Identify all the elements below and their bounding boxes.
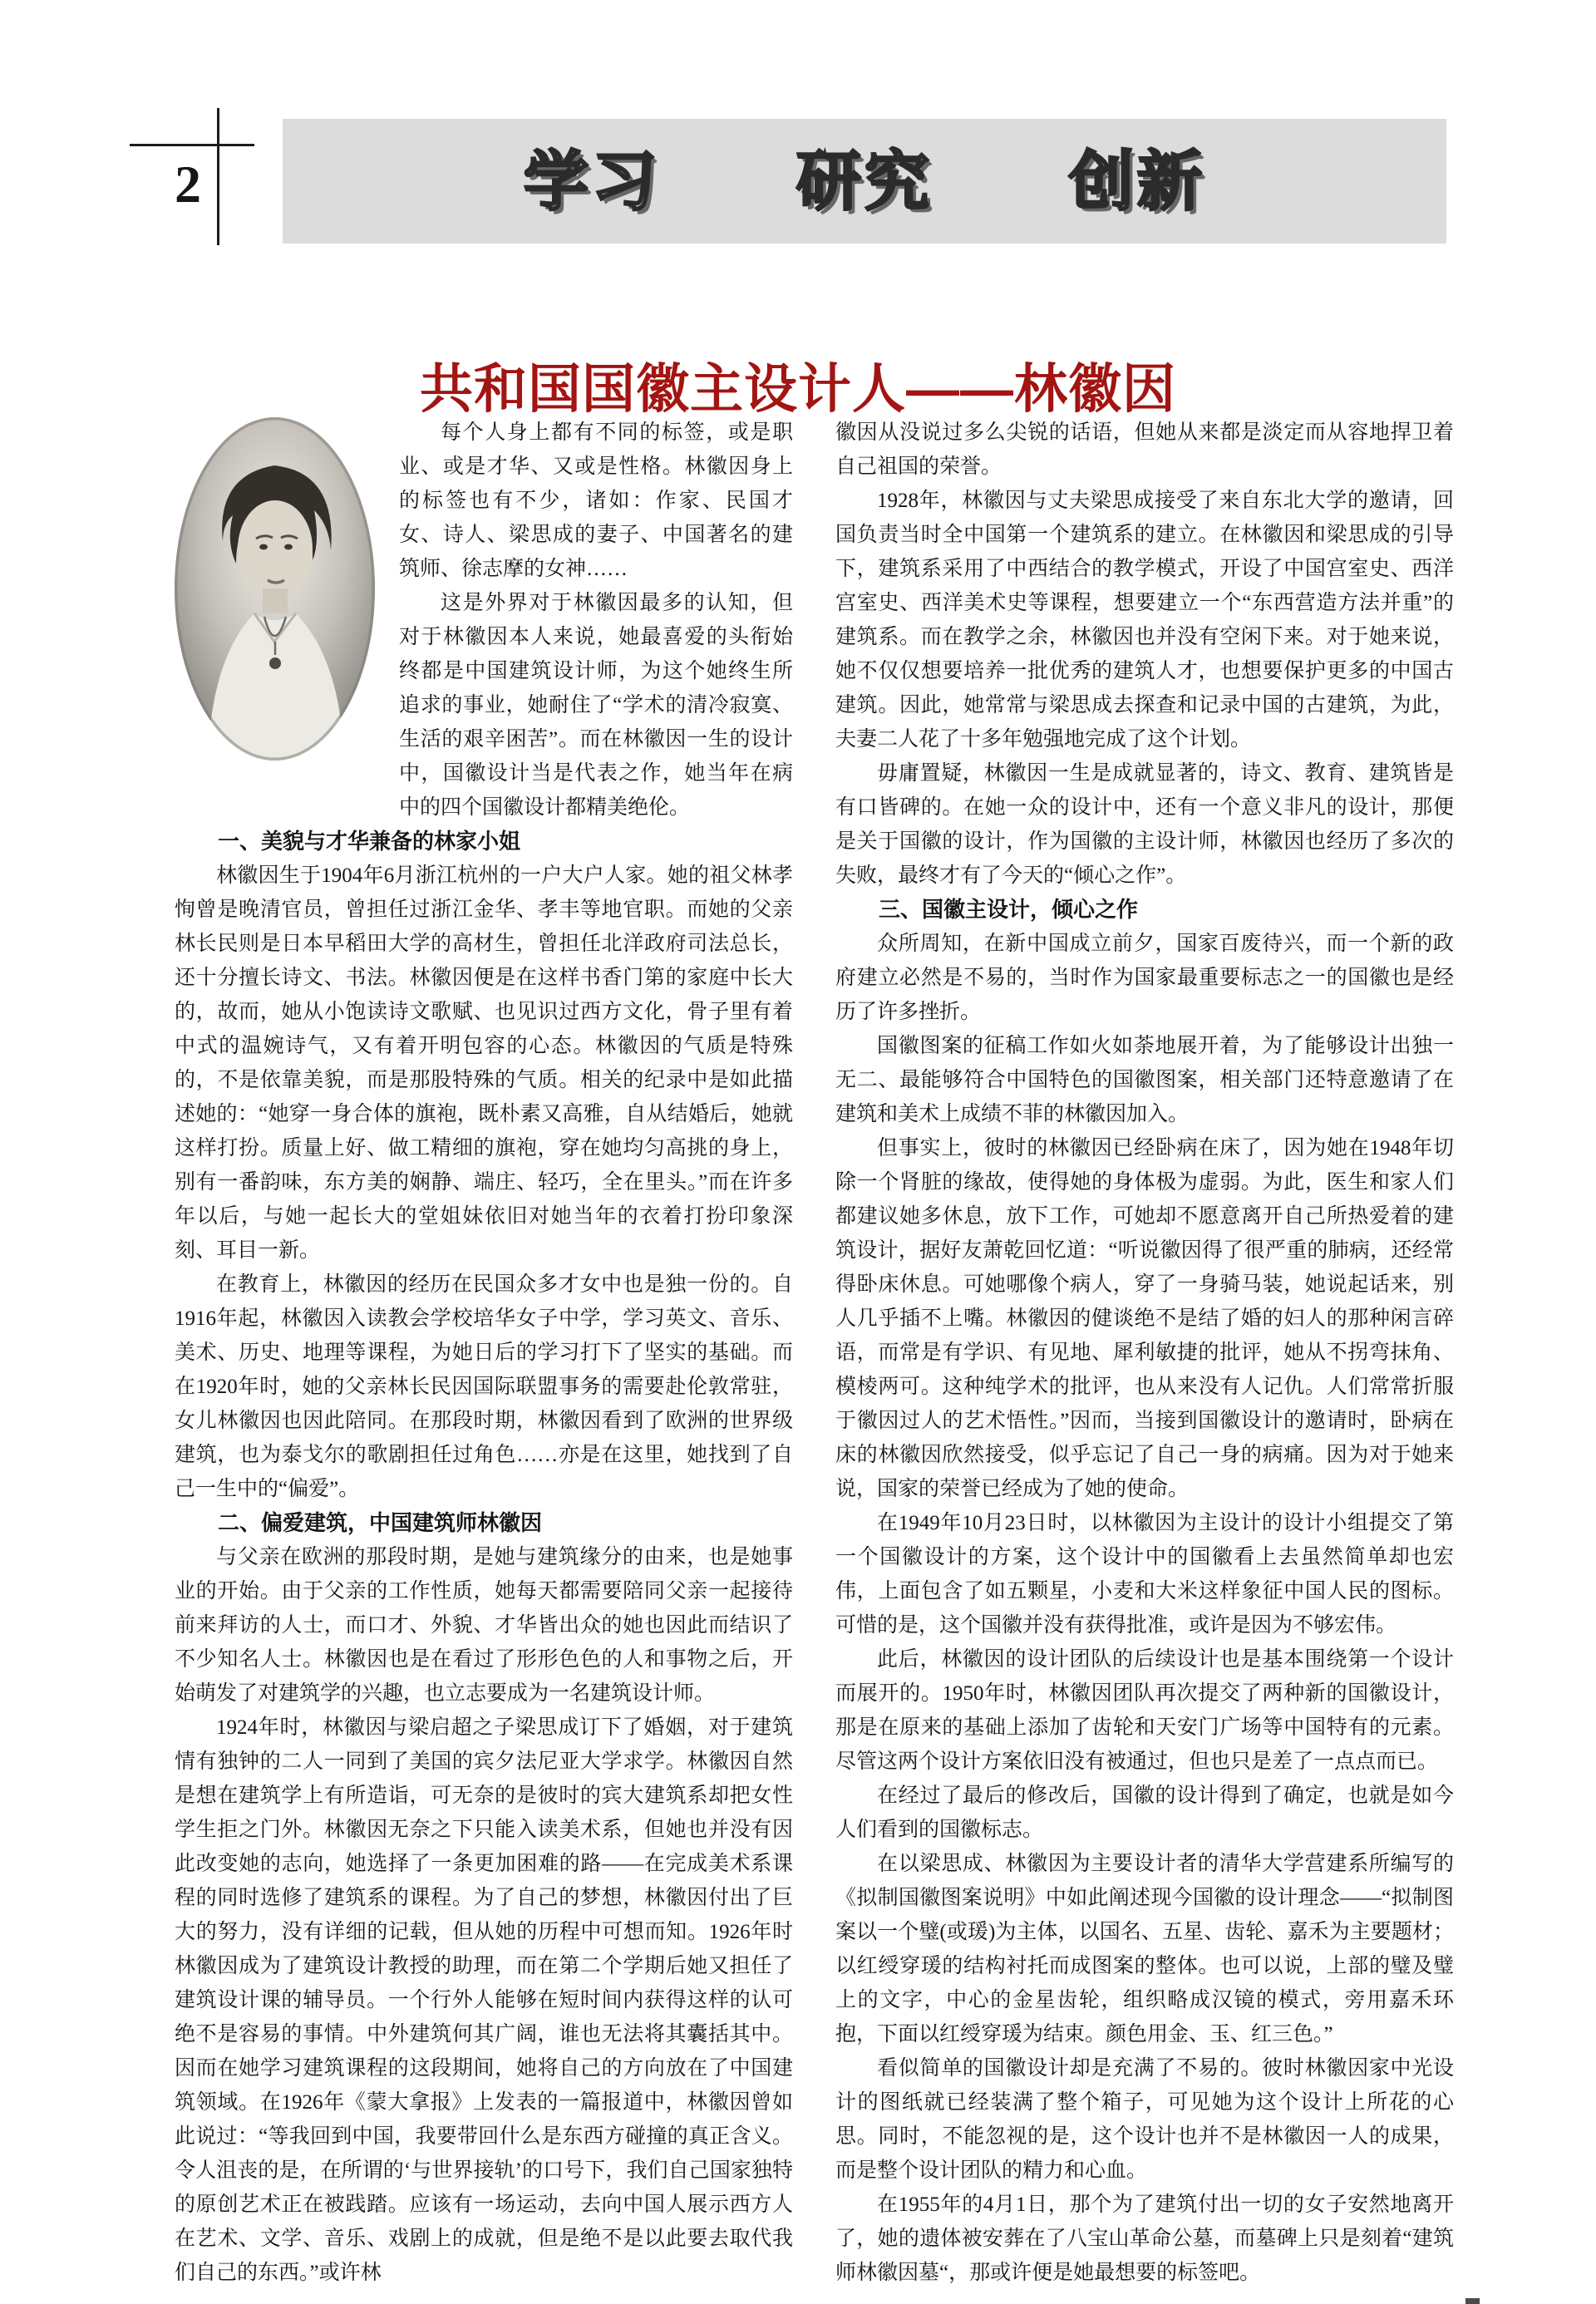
article-title: 共和国国徽主设计人——林徽因	[420, 358, 1176, 419]
masthead-banner	[283, 119, 1446, 244]
article-paragraph: 看似简单的国徽设计却是充满了不易的。彼时林徽因家中光设计的图纸就已经装满了整个箱子，可见她为这个设计上所花的心思。同时，不能忽视的是，这个设计也并不是林徽因一人的成果，而是整个设计团队的精力和心血。	[835, 2057, 1454, 2182]
portrait-photo-image	[175, 417, 375, 761]
section-heading: 一、美貌与才华兼备的林家小姐	[218, 829, 521, 854]
article-paragraph: 在以梁思成、林徽因为主要设计者的清华大学营建系所编写的《拟制国徽图案说明》中如此阐述现今国徽的设计理念——“拟制图案以一个璧(或瑗)为主体，以国名、五星、齿轮、嘉禾为主要题材；以红绶穿瑗的结构衬托而成图案的整体。也可以说，上部的璧及璧上的文字，中心的金星齿轮，组织略成汉镜的模式，旁用嘉禾环抱，下面以红绶穿瑗为结束。颜色用金、玉、红三色。”	[835, 1853, 1454, 2046]
portrait-photo	[175, 417, 399, 793]
article-paragraph: 但事实上，彼时的林徽因已经卧病在床了，因为她在1948年切除一个肾脏的缘故，使得她的身体极为虚弱。为此，医生和家人们都建议她多休息，放下工作，可她却不愿意离开自己所热爱着的建筑设计，据好友萧乾回忆道：“听说徽因得了很严重的肺病，还经常得卧床休息。可她哪像个病人，穿了一身骑马装，她说起话来，别人几乎插不上嘴。林徽因的健谈绝不是结了婚的妇人的那种闲言碎语，而常是有学识、有见地、犀利敏捷的批评，她从不拐弯抹角、模棱两可。这种纯学术的批评，也从来没有人记仇。人们常常折服于徽因过人的艺术悟性。”因而，当接到国徽设计的邀请时，卧病在床的林徽因欣然接受，似乎忘记了自己一身的病痛。因为对于她来说，国家的荣誉已经成为了她的使命。	[835, 1137, 1454, 1500]
article-paragraph: 在1949年10月23日时，以林徽因为主设计的设计小组提交了第一个国徽设计的方案，这个设计中的国徽看上去虽然简单却也宏伟，上面包含了如五颗星，小麦和大米这样象征中国人民的图标。可惜的是，这个国徽并没有获得批准，或许是因为不够宏伟。	[835, 1512, 1454, 1637]
article-paragraph: 毋庸置疑，林徽因一生是成就显著的，诗文、教育、建筑皆是有口皆碑的。在她一众的设计中，还有一个意义非凡的设计，那便是关于国徽的设计，作为国徽的主设计师，林徽因也经历了多次的失败，最终才有了今天的“倾心之作”。	[835, 762, 1454, 887]
article-paragraph: 1924年时，林徽因与梁启超之子梁思成订下了婚姻，对于建筑情有独钟的二人一同到了美国的宾夕法尼亚大学求学。林徽因自然是想在建筑学上有所造诣，可无奈的是彼时的宾大建筑系却把女性学生拒之门外。林徽因无奈之下只能入读美术系，但她也并没有因此改变她的志向，她选择了一条更加困难的路——在完成美术系课程的同时选修了建筑系的课程。为了自己的梦想，林徽因付出了巨大的努力，没有详细的记载，但从她的历程中可想而知。1926年时林徽因成为了建筑设计教授的助理，而在第二个学期后她又担任了建筑设计课的辅导员。一个行外人能够在短时间内获得这样的认可绝不是容易的事情。中外建筑何其广阔，谁也无法将其囊括其中。因而在她学习建筑课程的这段期间，她将自己的方向放在了中国建筑领域。在1926年《蒙大拿报》上发表的一篇报道中，林徽因曾如此说过：“等我回到中国，我要带回什么是东西方碰撞的真正含义。令人沮丧的是，在所谓的‘与世界接轨’的口号下，我们自己国家独特的原创艺术正在被践踏。应该有一场运动，去向中国人展示西方人在艺术、文学、音乐、戏剧上的成就，但是绝不是以此要去取代我们自己的东西。”或许林	[175, 1716, 793, 2284]
article-paragraph: 众所周知，在新中国成立前夕，国家百废待兴，而一个新的政府建立必然是不易的，当时作为国家最重要标志之一的国徽也是经历了许多挫折。	[835, 933, 1454, 1023]
masthead-slogan: 学习 研究 创新	[523, 145, 1205, 218]
article-paragraph: 在教育上，林徽因的经历在民国众多才女中也是独一份的。自1916年起，林徽因入读教会学校培华女子中学，学习英文、音乐、美术、历史、地理等课程，为她日后的学习打下了坚实的基础。而在1920年时，她的父亲林长民因国际联盟事务的需要赴伦敦常驻，女儿林徽因也因此陪同。在那段时期，林徽因看到了欧洲的世界级建筑，也为泰戈尔的歌剧担任过角色……亦是在这里，她找到了自己一生中的“偏爱”。	[175, 1273, 793, 1500]
article-paragraph: 在1955年的4月1日，那个为了建筑付出一切的女子安然地离开了，她的遗体被安葬在了八宝山革命公墓，而墓碑上只是刻着“建筑师林徽因墓“，那或许便是她最想要的标签吧。	[835, 2193, 1454, 2284]
article-paragraph: 此后，林徽因的设计团队的后续设计也是基本围绕第一个设计而展开的。1950年时，林徽因团队再次提交了两种新的国徽设计，那是在原来的基础上添加了齿轮和天安门广场等中国特有的元素。尽管这两个设计方案依旧没有被通过，但也只是差了一点点而已。	[835, 1648, 1454, 1773]
crop-mark-vertical	[217, 108, 219, 245]
page-number: 2	[175, 155, 201, 214]
section-heading: 三、国徽主设计，倾心之作	[879, 897, 1139, 922]
article-column-right	[835, 416, 1454, 2290]
article-paragraph: 在经过了最后的修改后，国徽的设计得到了确定，也就是如今人们看到的国徽标志。	[835, 1785, 1454, 1841]
section-heading: 二、偏爱建筑，中国建筑师林徽因	[218, 1510, 543, 1535]
article-paragraph: 徽因从没说过多么尖锐的话语，但她从来都是淡定而从容地捍卫着自己祖国的荣誉。	[835, 421, 1454, 478]
crop-mark-horizontal	[130, 144, 254, 146]
article-paragraph: 与父亲在欧洲的那段时期，是她与建筑缘分的由来，也是她事业的开始。由于父亲的工作性质，她每天都需要陪同父亲一起接待前来拜访的人士，而口才、外貌、才华皆出众的她也因此而结识了不少知名人士。林徽因也是在看过了形形色色的人和事物之后，开始萌发了对建筑学的兴趣，也立志要成为一名建筑设计师。	[175, 1546, 793, 1705]
article-paragraph: 国徽图案的征稿工作如火如荼地展开着，为了能够设计出独一无二、最能够符合中国特色的国徽图案，相关部门还特意邀请了在建筑和美术上成绩不菲的林徽因加入。	[835, 1035, 1454, 1125]
article-paragraph: 1928年，林徽因与丈夫梁思成接受了来自东北大学的邀请，回国负责当时全中国第一个建筑系的建立。在林徽因和梁思成的引导下，建筑系采用了中西结合的教学模式，开设了中国宫室史、西洋宫室史、西洋美术史等课程，想要建立一个“东西营造方法并重”的建筑系。而在教学之余，林徽因也并没有空闲下来。对于她来说，她不仅仅想要培养一批优秀的建筑人才，也想要保护更多的中国古建筑。因此，她常常与梁思成去探查和记录中国的古建筑，为此，夫妻二人花了十多年勉强地完成了这个计划。	[835, 490, 1454, 751]
page-corner-mark	[1465, 2298, 1480, 2304]
article-paragraph: 这是外界对于林徽因最多的认知，但对于林徽因本人来说，她最喜爱的头衔始终都是中国建筑设计师，为这个她终生所追求的事业，她耐住了“学术的清冷寂寞、生活的艰辛困苦”。而在林徽因一生的设计中，国徽设计当是代表之作，她当年在病中的四个国徽设计都精美绝伦。	[399, 592, 793, 819]
article-paragraph: 林徽因生于1904年6月浙江杭州的一户大户人家。她的祖父林孝恂曾是晚清官员，曾担任过浙江金华、孝丰等地官职。而她的父亲林长民则是日本早稻田大学的高材生，曾担任北洋政府司法总长，还十分擅长诗文、书法。林徽因便是在这样书香门第的家庭中长大的，故而，她从小饱读诗文歌赋、也见识过西方文化，骨子里有着中式的温婉诗气，又有着开明包容的心态。林徽因的气质是特殊的，不是依靠美貌，而是那股特殊的气质。相关的纪录中是如此描述她的：“她穿一身合体的旗袍，既朴素又高雅，自从结婚后，她就这样打扮。质量上好、做工精细的旗袍，穿在她均匀高挑的身上，别有一番韵味，东方美的娴静、端庄、轻巧，全在里头。”而在许多年以后，与她一起长大的堂姐妹依旧对她当年的衣着打扮印象深刻、耳目一新。	[175, 864, 793, 1262]
article-paragraph: 每个人身上都有不同的标签，或是职业、或是才华、又或是性格。林徽因身上的标签也有不少，诸如：作家、民国才女、诗人、梁思成的妻子、中国著名的建筑师、徐志摩的女神……	[399, 421, 793, 580]
article-column-left	[175, 416, 793, 2290]
